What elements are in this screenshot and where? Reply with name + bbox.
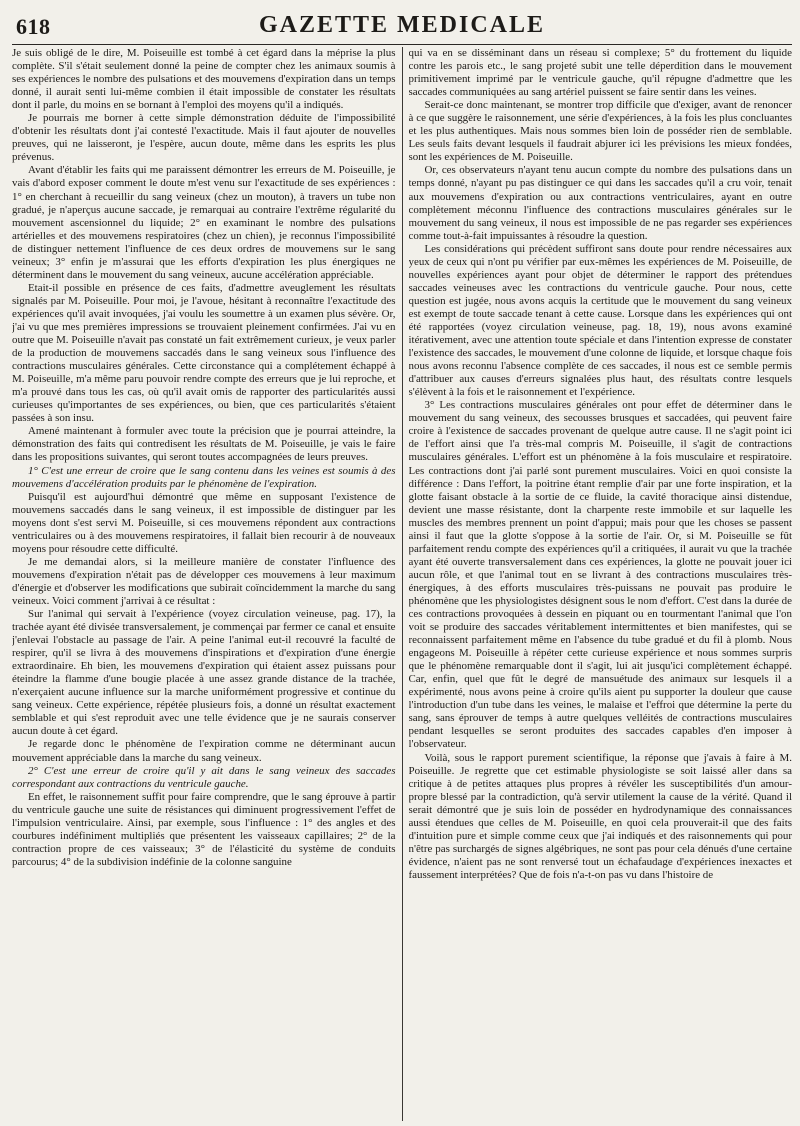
right-column	[409, 47, 793, 1121]
paragraph: Avant d'établir les faits qui me paraissent démontrer les erreurs de M. Poiseuille, je vais d'abord exposer comment le doute m'est venu sur l'exactitude de ses expériences : 1° en cherchant à recueillir du sang veineux (chez un mouton), à travers un tube non gradué, je n'aperçus aucune saccade, je remarquai au contraire l'extrême régularité du mouvement ascensionnel du liquide; 2° en examinant le nombre des pulsations artérielles et des mouvemens respiratoires (chez un chien), je reconnus l'impossibilité de distinguer nettement l'influence de ces deux ordres de mouvemens sur le sang veineux; 3° enfin je m'assurai que les efforts d'expiration les plus énergiques ne déterminent dans le mouvement du sang veineux, aucune accélération appréciable.	[12, 164, 396, 281]
column-divider	[402, 47, 403, 1121]
paragraph: En effet, le raisonnement suffit pour faire comprendre, que le sang éprouve à partir du ventricule gauche une suite de résistances qui diminuent progressivement l'effet de l'impulsion ventriculaire. Ainsi, par exemple, sous l'influence : 1° des angles et des courbures indéfiniment multipliés que présentent les vaisseaux capillaires; 2° de la contraction propre de ces vaisseaux; 3° de l'élasticité du système de conduits parcourus; 4° de la subdivision indéfinie de la colonne sanguine	[12, 790, 396, 868]
paragraph: Sur l'animal qui servait à l'expérience (voyez circulation veineuse, pag. 17), la trachée ayant été divisée transversalement, je commençai par fermer ce canal et ensuite j'enlevai l'obstacle au passage de l'air. A peine l'animal eut-il recouvré la faculté de respirer, qu'il se livra à des mouvemens d'inspirations et d'expiration d'une énergie extraordinaire. Eh bien, les mouvemens d'expiration qui étaient assez puissans pour éteindre la flamme d'une bougie placée à une assez grande distance de la trachée, n'exerçaient aucune influence sur la marche uniformément progressive et continue du sang veineux. Cette expérience, répétée plusieurs fois, a donné un résultat exactement semblable et qui s'est reproduit avec une telle évidence que je ne saurais conserver aucun doute à cet égard.	[12, 608, 396, 738]
paragraph: Serait-ce donc maintenant, se montrer trop difficile que d'exiger, avant de renoncer à ce que suggère le raisonnement, une série d'expériences, à la fois les plus concluantes et les plus authentiques. Mais nous sommes bien loin de posséder rien de semblable. Les seuls faits devant lesquels il faudrait abjurer ici les prévisions les mieux fondées, sont les expériences de M. Poiseuille.	[408, 99, 792, 164]
proposition-heading: 1° C'est une erreur de croire que le sang contenu dans les veines est soumis à des mouvemens d'accélération produits par le phénomène de l'expiration.	[12, 464, 396, 490]
paragraph: Je regarde donc le phénomène de l'expiration comme ne déterminant aucun mouvement appréciable dans la marche du sang veineux.	[12, 738, 396, 764]
page-number: 618	[16, 14, 51, 39]
journal-title: GAZETTE MEDICALE	[258, 12, 546, 38]
paragraph: Voilà, sous le rapport purement scientifique, la réponse que j'avais à faire à M. Poiseuille. Je regrette que cet estimable physiologiste se soit laissé aller dans sa critique à de petites attaques plus propres à révéler les susceptibilités d'un amour-propre blessé par la contradiction, qu'à servir utilement la cause de la vérité. Quand il serait démontré que je suis loin de posséder en hydrodynamique des connaissances aussi étendues que celles de M. Poiseuille, en quoi cela prouverait-il que des faits d'intuition pure et simple comme ceux que j'ai indiqués et des raisonnements qui pour n'être pas surchargés de signes algébriques, ne sont pas pour cela dénués d'une certaine évidence, n'aient pas ne sont renversé tout un échafaudage d'expériences inexactes et faussement interprétées? Que de fois n'a-t-on pas vu dans l'histoire de	[408, 751, 792, 881]
text-columns	[12, 47, 792, 1121]
paragraph: Je pourrais me borner à cette simple démonstration déduite de l'impossibilité d'obtenir les résultats dont j'ai contesté l'exactitude. Mais il faut ajouter de nouvelles preuves, qui ne laisseront, je l'espère, aucun doute, même dans les esprits les plus prévenus.	[12, 112, 396, 164]
paragraph: Puisqu'il est aujourd'hui démontré que même en supposant l'existence de mouvemens saccadés dans le sang veineux, il est impossible de distinguer par les moyens dont s'est servi M. Poiseuille, si ces mouvemens répondent aux contractions ventriculaires ou à des mouvemens respiratoires, il fallait bien recourir à de nouveaux moyens pour résoudre cette difficulté.	[12, 490, 396, 555]
paragraph: Je me demandai alors, si la meilleure manière de constater l'influence des mouvemens d'expiration n'était pas de développer ces mouvemens à leur maximum d'énergie et d'observer les modifications que subirait coïncidemment la marche du sang veineux. Voici comment j'arrivai à ce résultat :	[12, 555, 396, 607]
paragraph: Amené maintenant à formuler avec toute la précision que je pourrai atteindre, la démonstration des faits qui contredisent les résultats de M. Poiseuille, je vais le faire dans les propositions suivantes, qui seront toutes accompagnées de leurs preuves.	[12, 425, 396, 464]
paragraph: qui va en se disséminant dans un réseau si complexe; 5° du frottement du liquide contre les parois etc., le sang projeté subit une telle déperdition dans le mouvement primitivement imprimé par le ventricule gauche, qu'il répugne d'admettre que les saccades communiquées au sang artériel puissent se faire sentir dans les veines.	[408, 47, 792, 99]
paragraph: Or, ces observateurs n'ayant tenu aucun compte du nombre des pulsations dans un temps donné, n'ayant pu pas distinguer ce qui dans les saccades qu'il a cru voir, tenait aux mouvemens d'expiration ou aux contractions ventriculaires, ayant en outre complètement méconnu l'influence des contractions musculaires générales sur le mouvement du sang veineux, il nous est impossible de ne pas regarder ses expériences comme tout-à-fait impuissantes à résoudre la question.	[408, 164, 792, 242]
paragraph: Je suis obligé de le dire, M. Poiseuille est tombé à cet égard dans la méprise la plus complète. S'il s'était seulement donné la peine de compter chez les animaux soumis à ses expériences le nombre des pulsations et des mouvemens d'expiration dans un temps donné, il aurait senti lui-même combien il était impossible de constater les résultats dont il parle, du moins en se bornant à l'emploi des moyens qu'il a indiqués.	[12, 47, 396, 112]
paragraph: Etait-il possible en présence de ces faits, d'admettre aveuglement les résultats signalés par M. Poiseuille. Pour moi, je l'avoue, hésitant à reconnaître l'exactitude des expériences qu'il avait invoquées, j'ai voulu les soumettre à un examen plus sévère. Or, j'ai vu que mes premières impressions se trouvaient pleinement confirmées. J'ai vu en outre que M. Poiseuille n'avait pas constaté un fait extrêmement curieux, je veux parler de la production de mouvemens saccadés dans le sang veineux sous l'influence des contractions musculaires générales. Cette circonstance qui a complétement échappé à M. Poiseuille, m'a même paru pouvoir rendre compte des erreurs que je lui reproche, et m'a prouvé dans tous les cas, où qu'il avait omis de rapporter des particularités aussi curieuses qu'importantes de ses expériences, ou bien, que ces particularités s'étaient passées à son insu.	[12, 281, 396, 425]
paragraph: Les considérations qui précèdent suffiront sans doute pour rendre nécessaires aux yeux de ceux qui n'ont pu vérifier par eux-mêmes les expériences de M. Poiseuille, de nouvelles expériences ayant pour objet de déterminer le rapport des prétendues saccades veineuses avec les contractions du ventricule gauche. Pour nous, cette question est jugée, nous avons acquis la certitude que le mouvement du sang veineux est exempt de toute saccade tenant à cette cause. Lorsque dans les expériences qui ont été rapportées (voyez circulation veineuse, pag. 18, 19), nous avons examiné itérativement, avec une attention toute spéciale et dans l'intention expresse de constater l'existence des saccades, le mouvement d'une colonne de liquide, et lorsque chaque fois nous avons reconnu l'absence complète de ces saccades, il nous est ce semble permis d'attribuer aux causes d'erreurs signalées plus haut, des résultats contre lesquels s'élèvent à la fois et le raisonnement et l'expérience.	[408, 242, 792, 399]
page-header	[12, 0, 792, 45]
paragraph: 3° Les contractions musculaires générales ont pour effet de déterminer dans le mouvement du sang veineux, des secousses brusques et saccadées, qui peuvent faire croire à l'existence de saccades provenant de quelque autre cause. Il ne s'agit point ici de l'effort ainsi que l'a très-mal compris M. Poiseuille, il s'agit de contractions musculaires générales. L'effort est un phénomène à la fois musculaire et respiratoire. Les contractions dont j'ai parlé sont purement musculaires. Voici en quoi consiste la différence : Dans l'effort, la poitrine étant remplie d'air par une forte inspiration, et la glotte faisant obstacle à la sortie de ce fluide, la cavité thoracique ainsi distendue, devient une masse résistante, dont la charpente reste immobile et sur laquelle les muscles des membres prennent un point d'appui; mais pour que les choses se passent ainsi il faut que la glotte s'oppose à la sortie de l'air. Or, si M. Poiseuille se fût parfaitement rendu compte des expériences qu'il a critiquées, il aurait vu que la trachée ayant été ouverte transversalement dans ces expériences, la glotte ne pouvait jouer ici aucun rôle, et que l'animal tout en se livrant à des contractions musculaires très-énergiques, à des efforts musculaires très-puissans ne pouvait pas produire le phénomène que les physiologistes désignent sous le nom d'effort. C'est dans la durée de ces contractions provoquées à dessein en piquant ou en tourmentant l'animal que l'on voit se produire des saccades véritablement intermittentes et bien manifestes, qui se reconnaissent parfaitement même en l'absence du tube gradué et du fil à plomb. Nous engageons M. Poiseuille à répéter cette curieuse expérience et nous sommes surpris que le phénomène remarquable dont il s'agit, lui ait jusqu'ici complètement échappé. Car, enfin, quel que fût le degré de mansuétude des animaux sur lesquels il a expérimenté, nous avons peine à croire qu'ils aient pu supporter la douleur que cause l'introduction d'un tube dans les veines, le malaise et l'effroi que détermine la perte du sang, sans éprouver de temps à autre quelques velléités de contractions musculaires pendant lesquelles se seront produites des saccades capables d'en imposer à l'observateur.	[408, 399, 792, 751]
proposition-heading: 2° C'est une erreur de croire qu'il y ait dans le sang veineux des saccades correspondant aux contractions du ventricule gauche.	[12, 764, 396, 790]
left-column	[12, 47, 396, 1121]
